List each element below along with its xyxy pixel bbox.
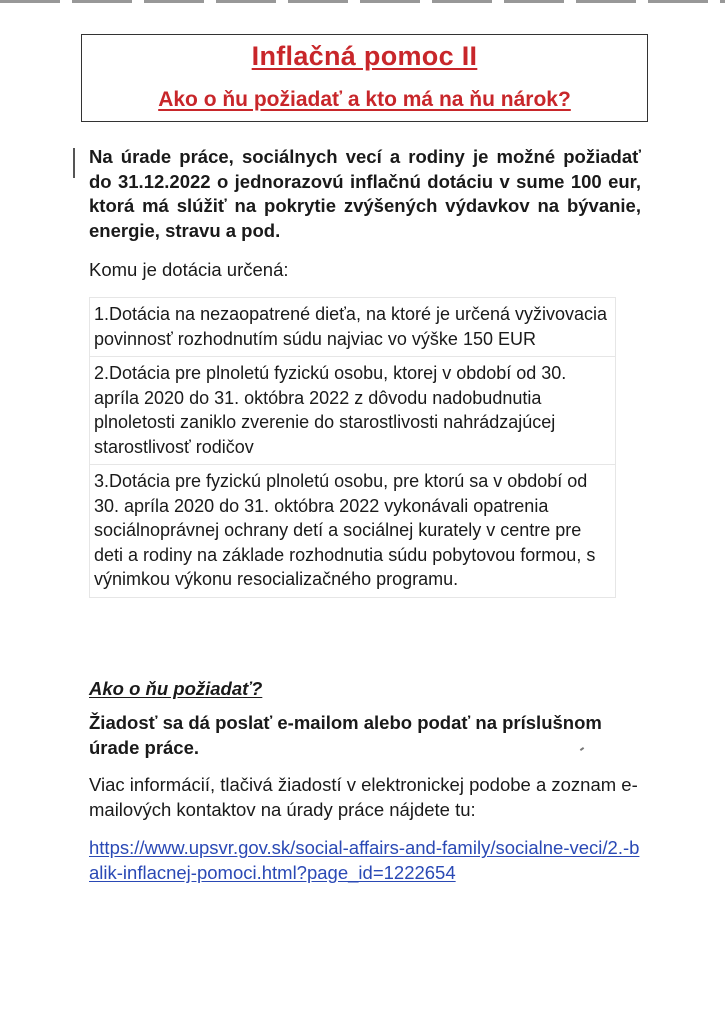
eligibility-question: Komu je dotácia určená: xyxy=(89,259,289,280)
more-info-text: Viac informácií, tlačivá žiadostí v elektronickej podobe a zoznam e-mailových kontaktov na úrady práce nájdete tu: xyxy=(89,774,638,820)
page-title: Inflačná pomoc II xyxy=(251,41,478,71)
eligibility-item: 3.Dotácia pre fyzickú plnoletú osobu, pre ktorú sa v období od 30. apríla 2020 do 31. októbra 2022 vykonávali opatrenia sociálnoprávnej ochrany detí a sociálnej kurately v centre pre deti a rodiny na základe rozhodnutia súdu pobytovou formou, s výnimkou výkonu resocializačného programu. xyxy=(94,471,596,589)
eligibility-list xyxy=(89,297,616,598)
eligibility-item: 2.Dotácia pre plnoletú fyzickú osobu, ktorej v období od 30. apríla 2020 do 31. októbra 2022 z dôvodu nadobudnutia plnoletosti zaniklo zverenie do starostlivosti nahrádzajúcej starostlivosť rodičov xyxy=(90,357,615,465)
eligibility-item: 1.Dotácia na nezaopatrené dieťa, na ktoré je určená vyživovacia povinnosť rozhodnutím súdu najviac vo výške 150 EUR xyxy=(90,298,615,357)
how-to-apply-text: Žiadosť sa dá poslať e-mailom alebo podať na príslušnom úrade práce. xyxy=(89,712,602,758)
intro-paragraph: Na úrade práce, sociálnych vecí a rodiny je možné požiadať do 31.12.2022 o jednorazovú inflačnú dotáciu v sume 100 eur, ktorá má slúžiť na pokrytie zvýšených výdavkov na bývanie, energie, stravu a pod. xyxy=(89,146,641,241)
margin-mark xyxy=(73,148,75,178)
page-subtitle: Ako o ňu požiadať a kto má na ňu nárok? xyxy=(158,88,571,111)
title-box xyxy=(81,34,648,122)
scan-top-edge xyxy=(0,0,725,3)
how-to-apply-heading: Ako o ňu požiadať? xyxy=(89,678,263,699)
info-link[interactable]: https://www.upsvr.gov.sk/social-affairs-and-family/socialne-veci/2.-balik-inflacnej-pomoci.html?page_id=1222654 xyxy=(89,837,640,883)
